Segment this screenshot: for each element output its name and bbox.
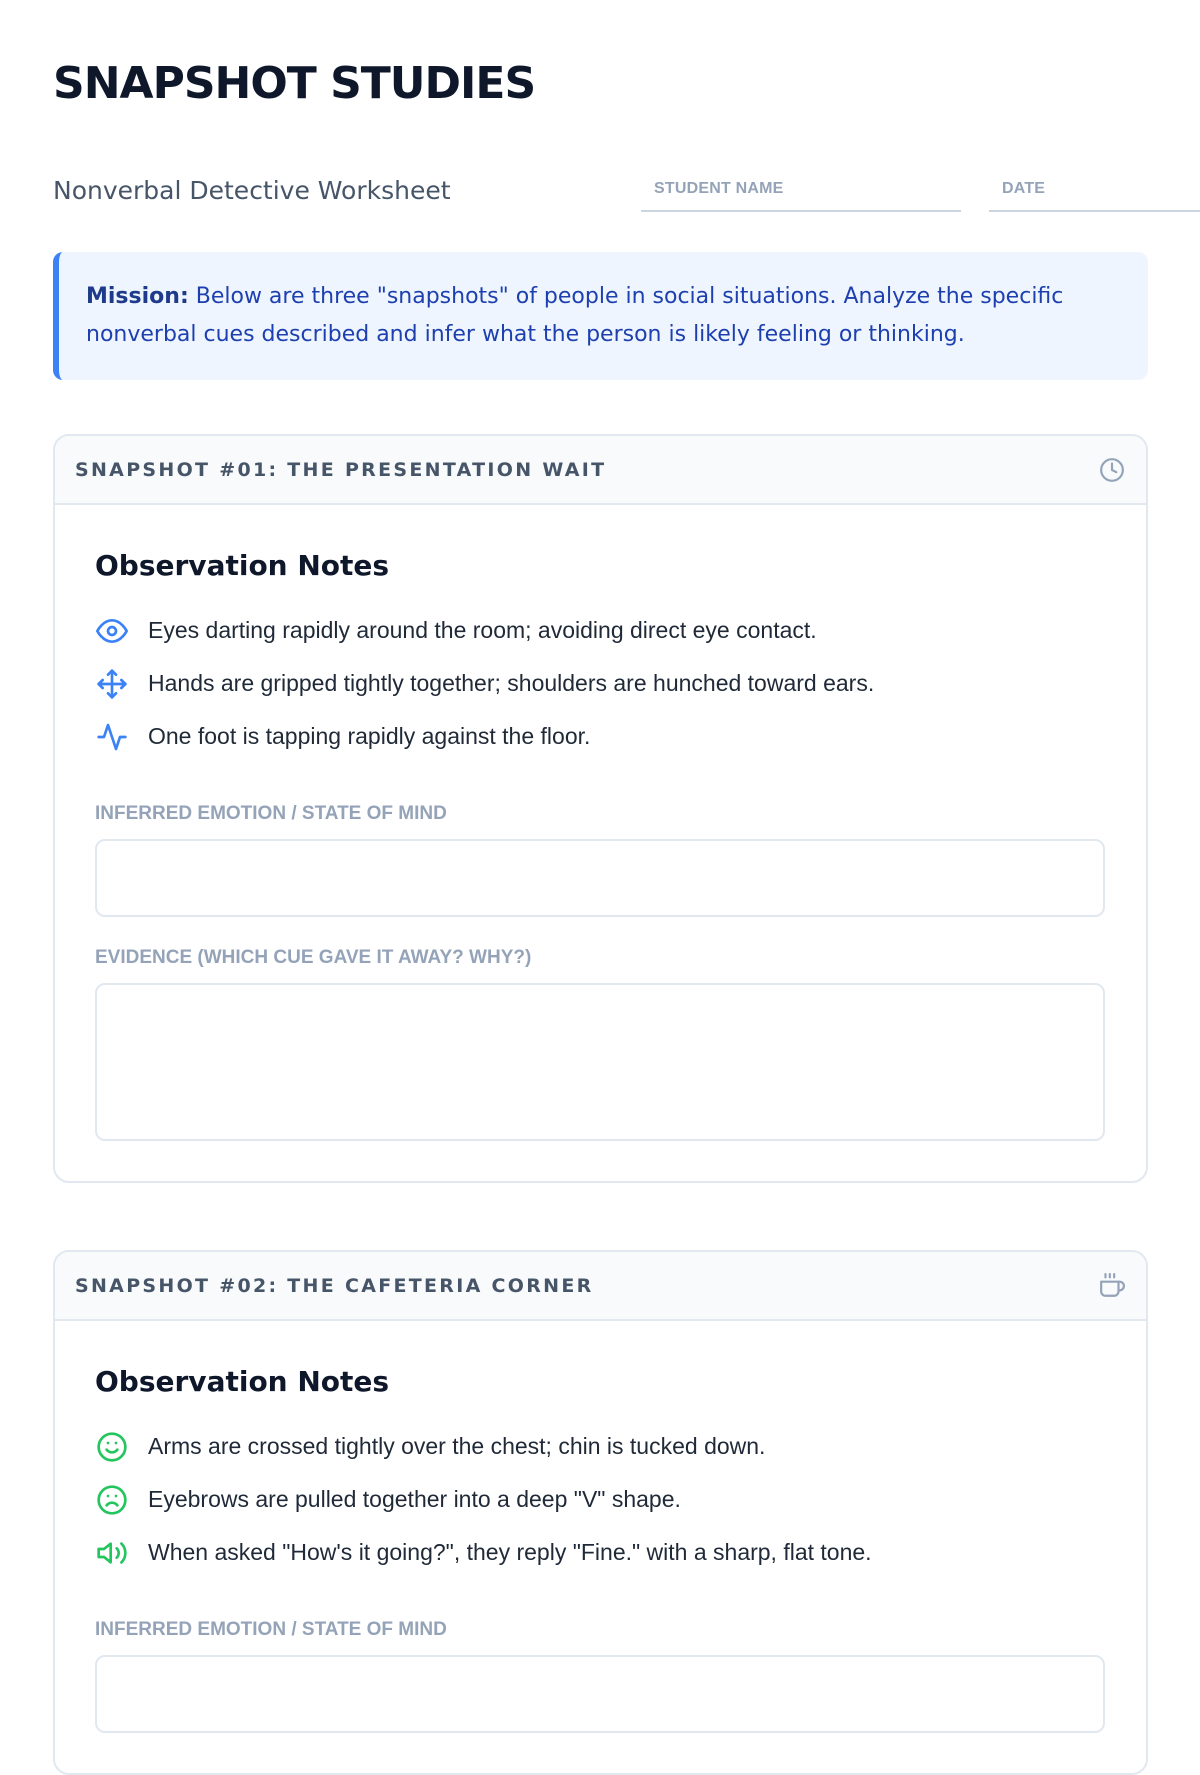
inferred-emotion-input[interactable]: [95, 839, 1105, 917]
cue-item: [95, 710, 1106, 763]
snapshot-title: SNAPSHOT #02: THE CAFETERIA CORNER: [75, 1274, 594, 1297]
inferred-emotion-input[interactable]: [95, 1655, 1105, 1733]
activity-icon: [95, 720, 129, 754]
student-name-field[interactable]: [641, 178, 961, 212]
mission-lead: Mission:: [86, 284, 189, 309]
snapshot-card-2: [53, 1250, 1148, 1775]
snapshot-card-1: [53, 434, 1148, 1183]
cue-text: Eyes darting rapidly around the room; avoiding direct eye contact.: [148, 617, 817, 643]
date-label: DATE: [1002, 180, 1046, 197]
move-icon: [95, 667, 129, 701]
cue-text: When asked "How's it going?", they reply "Fine." with a sharp, flat tone.: [148, 1539, 872, 1565]
cue-item: [95, 1473, 1106, 1526]
snapshot-card-header: [55, 1252, 1146, 1321]
frown-icon: [95, 1483, 129, 1517]
cue-item: [95, 1526, 1106, 1579]
eye-icon: [95, 614, 129, 648]
cue-item: [95, 657, 1106, 710]
cue-item: [95, 604, 1106, 657]
snapshot-card-header: [55, 436, 1146, 505]
observation-notes-title: Observation Notes: [95, 1365, 390, 1398]
observation-notes-title: Observation Notes: [95, 549, 390, 582]
inferred-emotion-label: INFERRED EMOTION / STATE OF MIND: [95, 1619, 447, 1640]
snapshot-card-body: [55, 505, 1146, 1181]
cue-text: One foot is tapping rapidly against the floor.: [148, 723, 591, 749]
date-field[interactable]: [989, 178, 1200, 212]
volume-icon: [95, 1536, 129, 1570]
page-subtitle: Nonverbal Detective Worksheet: [53, 176, 451, 205]
mission-text: Below are three "snapshots" of people in social situations. Analyze the specific nonverbal cues described and infer what the person is likely feeling or thinking.: [86, 284, 1064, 347]
mission-callout: [53, 252, 1148, 380]
evidence-input[interactable]: [95, 983, 1105, 1141]
clock-icon: [1098, 456, 1126, 484]
cue-item: [95, 1420, 1106, 1473]
cue-text: Eyebrows are pulled together into a deep "V" shape.: [148, 1486, 681, 1512]
student-name-label: STUDENT NAME: [654, 180, 784, 197]
cue-text: Arms are crossed tightly over the chest; chin is tucked down.: [148, 1433, 766, 1459]
worksheet-header: [53, 58, 1147, 208]
snapshot-card-body: [55, 1321, 1146, 1773]
snapshot-title: SNAPSHOT #01: THE PRESENTATION WAIT: [75, 458, 607, 481]
inferred-emotion-label: INFERRED EMOTION / STATE OF MIND: [95, 803, 447, 824]
evidence-label: EVIDENCE (WHICH CUE GAVE IT AWAY? WHY?): [95, 947, 532, 968]
coffee-icon: [1098, 1272, 1126, 1300]
cue-text: Hands are gripped tightly together; shoulders are hunched toward ears.: [148, 670, 875, 696]
page-title: SNAPSHOT STUDIES: [53, 58, 536, 109]
smile-icon: [95, 1430, 129, 1464]
